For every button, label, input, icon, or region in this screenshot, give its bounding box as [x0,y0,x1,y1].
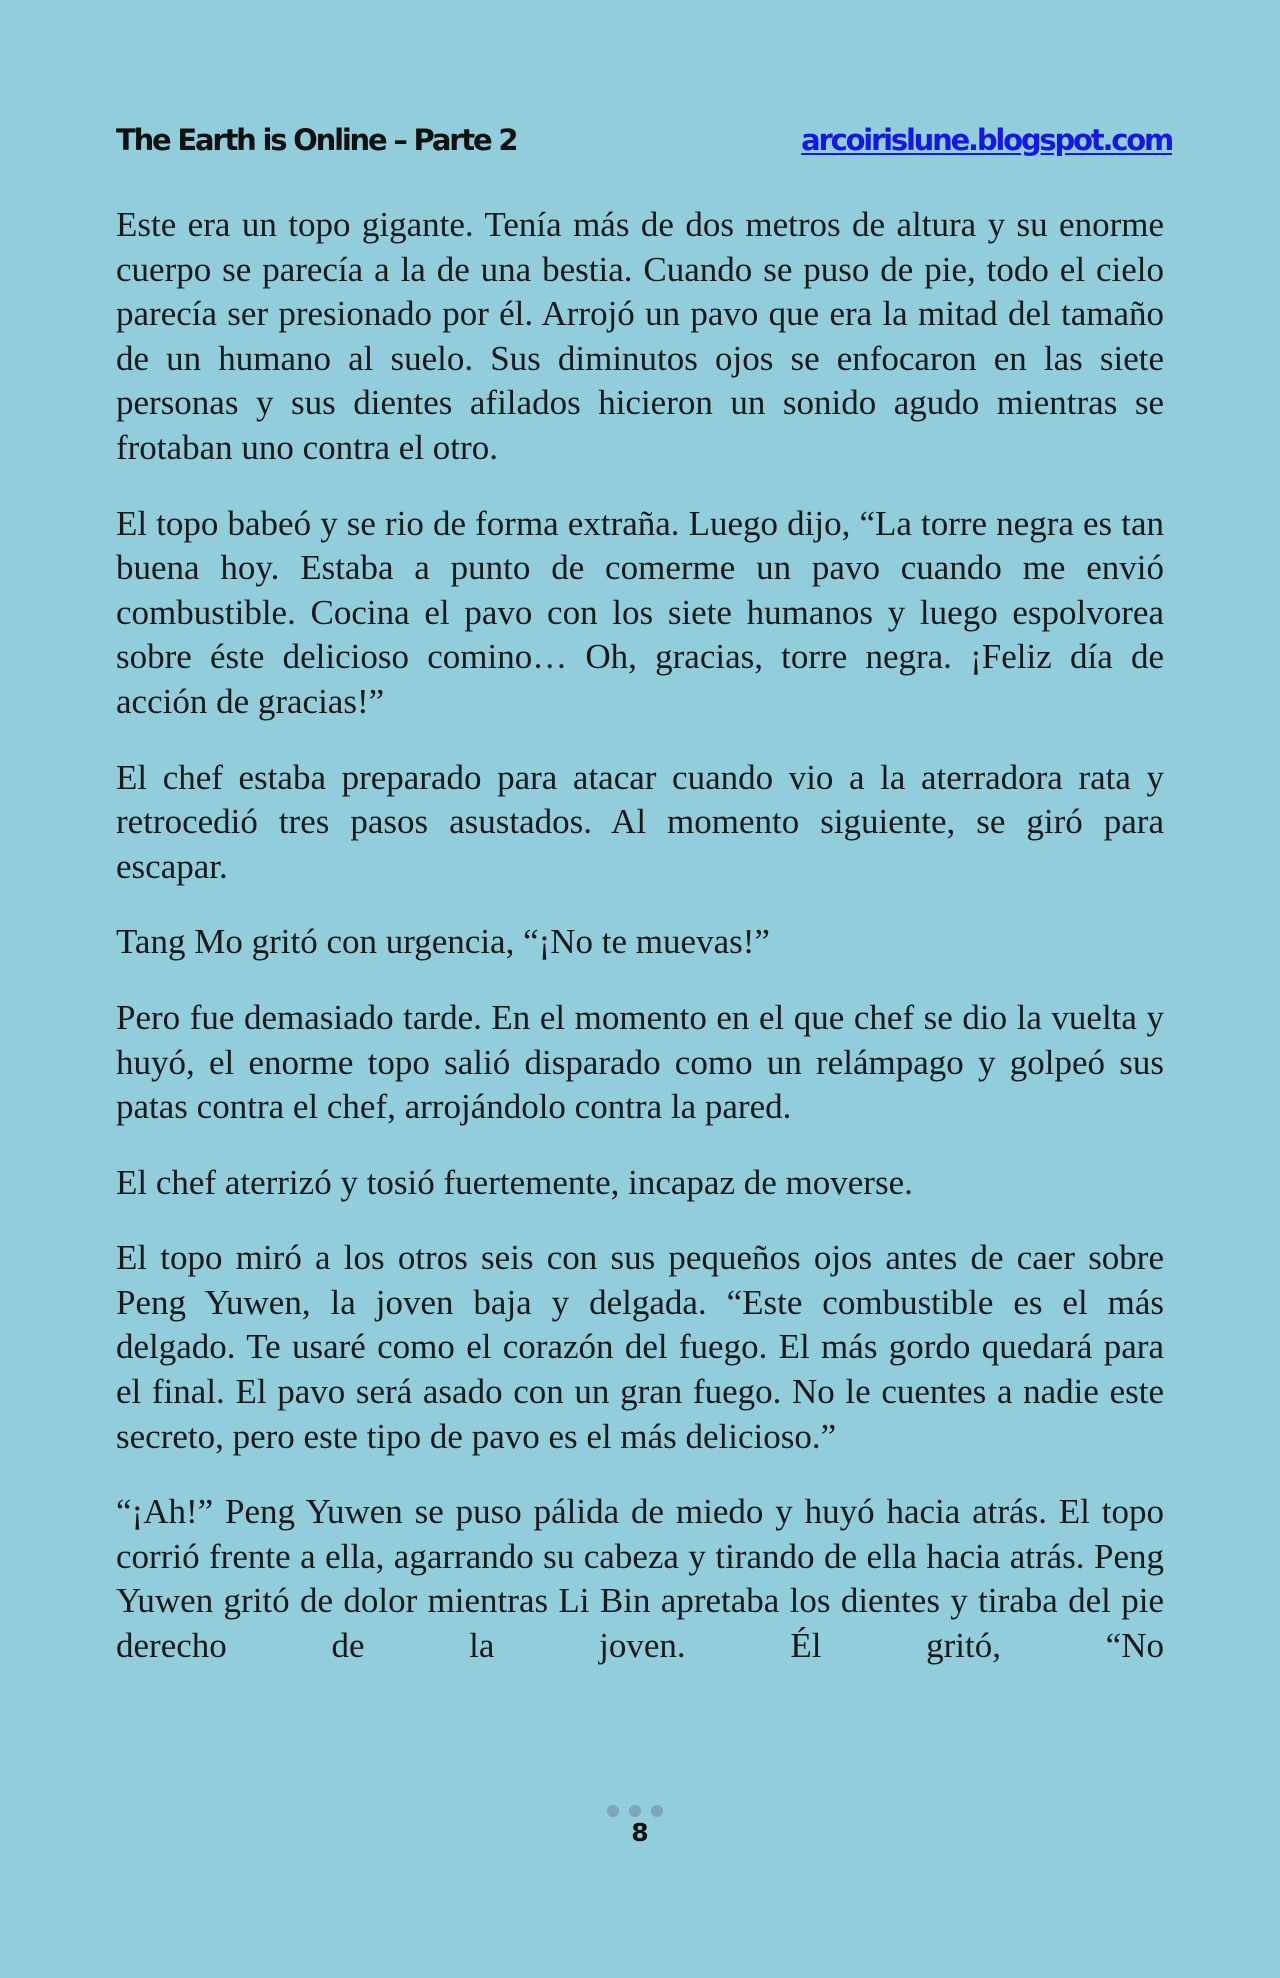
paragraph: Tang Mo gritó con urgencia, “¡No te muevas!” [116,922,770,962]
paragraph: El chef estaba preparado para atacar cuando vio a la aterradora rata y retrocedió tres pasos asustados. Al momento siguiente, se giró para escapar. [116,757,1164,886]
chapter-body [116,203,1164,1700]
dot-icon [629,1805,641,1817]
dot-icon [607,1805,619,1817]
paragraph: “¡Ah!” Peng Yuwen se puso pálida de miedo y huyó hacia atrás. El topo corrió frente a ella, agarrando su cabeza y tirando de ella hacia atrás. Peng Yuwen gritó de dolor mientras Li Bin apretaba los dientes y tiraba del pie derecho de la joven. Él gritó, “No [116,1492,1164,1666]
paragraph: El topo babeó y se rio de forma extraña. Luego dijo, “La torre negra es tan buena hoy. Estaba a punto de comerme un pavo cuando me envió combustible. Cocina el pavo con los siete humanos y luego espolvorea sobre éste delicioso comino… Oh, gracias, torre negra. ¡Feliz día de acción de gracias!” [116,503,1164,721]
footer-dots-ornament [607,1805,663,1817]
paragraph: El topo miró a los otros seis con sus pequeños ojos antes de caer sobre Peng Yuwen, la joven baja y delgada. “Este combustible es el más delgado. Te usaré como el corazón del fuego. El más gordo quedará para el final. El pavo será asado con un gran fuego. No le cuentes a nadie este secreto, pero este tipo de pavo es el más delicioso.” [116,1238,1164,1456]
page-header [116,118,1172,162]
dot-icon [651,1805,663,1817]
book-title: The Earth is Online – Parte 2 [116,123,517,157]
paragraph: Pero fue demasiado tarde. En el momento en el que chef se dio la vuelta y huyó, el enorme topo salió disparado como un relámpago y golpeó sus patas contra el chef, arrojándolo contra la pared. [116,997,1164,1127]
paragraph: El chef aterrizó y tosió fuertemente, incapaz de moverse. [116,1162,913,1202]
page-number: 8 [631,1818,649,1847]
paragraph: Este era un topo gigante. Tenía más de dos metros de altura y su enorme cuerpo se parecía a la de una bestia. Cuando se puso de pie, todo el cielo parecía ser presionado por él. Arrojó un pavo que era la mitad del tamaño de un humano al suelo. Sus diminutos ojos se enfocaron en las siete personas y sus dientes afilados hicieron un sonido agudo mientras se frotaban uno contra el otro. [116,205,1164,467]
blog-link[interactable]: arcoirislune.blogspot.com [801,123,1172,157]
